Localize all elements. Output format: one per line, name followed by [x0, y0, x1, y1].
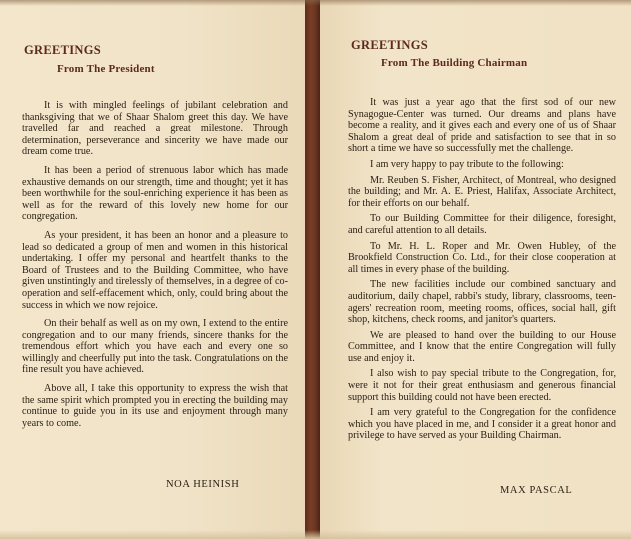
right-paragraph-1: It was just a year ago that the first sod of our new Synagogue-Center was turned. Our dreams and plans have become a reality, and it gives each and every one of us of Shaar Shalom a great deal of pride and satisfaction to see that in so short a time we have so successfully met the challenge. — [348, 97, 616, 155]
left-paragraph-1: It is with mingled feelings of jubilant celebration and thanksgiving that we of Shaar Shalom greet this day. We have travelled far and reached a great milestone. Through determination, perseverance and sincerity we have made our dream come true. — [22, 100, 288, 158]
right-body — [348, 97, 616, 446]
right-paragraph-8: I also wish to pay special tribute to the Congregation, for, were it not for their great enthusiasm and generous financial support this building could not have been erected. — [348, 368, 616, 403]
left-paragraph-2: It has been a period of strenuous labor which has made exhaustive demands on our strength, time and thought; yet it has been worthwhile for the soul-enriching experience it has been as well as for the reward of this lovely new home for our congregation. — [22, 164, 288, 223]
left-subheading: From The President — [57, 63, 155, 75]
right-paragraph-7: We are pleased to hand over the building to our House Committee, and I know that the entire Congregation will fully use and enjoy it. — [348, 329, 616, 364]
right-heading: GREETINGS — [351, 38, 429, 52]
bottom-edge — [0, 530, 631, 539]
right-signature: MAX PASCAL — [500, 485, 573, 496]
right-paragraph-9: I am very grateful to the Congregation for the confidence which you have placed in me, and I consider it a great honor and privilege to have served as your Building Chairman. — [348, 407, 616, 442]
right-paragraph-2: I am very happy to pay tribute to the following: — [370, 158, 564, 170]
left-heading: GREETINGS — [24, 43, 102, 57]
right-subheading: From The Building Chairman — [381, 57, 528, 69]
book-spine — [305, 0, 320, 539]
right-paragraph-4: To our Building Committee for their diligence, foresight, and careful attention to all details. — [348, 213, 616, 236]
left-paragraph-5: Above all, I take this opportunity to express the wish that the same spirit which prompted you in erecting the building may continue to guide you in its use and enjoyment through many years to come. — [22, 383, 288, 429]
right-paragraph-6: The new facilities include our combined sanctuary and auditorium, daily chapel, rabbi's study, library, classrooms, teen-agers' recreation room, meeting rooms, offices, social hall, gift shop, kitchens, check rooms, and janitor's quarters. — [348, 279, 616, 326]
left-page — [0, 0, 305, 539]
left-signature: NOA HEINISH — [166, 479, 240, 490]
right-page — [320, 0, 631, 539]
left-body — [22, 100, 288, 436]
left-paragraph-4: On their behalf as well as on my own, I extend to the entire congregation and to our many friends, sincere thanks for the tremendous effort which you have each and every one so willingly and cheerfully put into the task. Congratulations on the fine result you have achieved. — [22, 318, 288, 376]
top-shadow — [0, 0, 631, 6]
right-paragraph-5: To Mr. H. L. Roper and Mr. Owen Hubley, of the Brookfield Construction Co. Ltd., for their close cooperation at all times in every phase of the building. — [348, 240, 616, 275]
right-paragraph-3: Mr. Reuben S. Fisher, Architect, of Montreal, who designed the building; and Mr. A. E. Priest, Halifax, Associate Architect, for their efforts on our behalf. — [348, 174, 616, 209]
left-paragraph-3: As your president, it has been an honor and a pleasure to lead so dedicated a group of men and women in this historical undertaking. I offer my personal and heartfelt thanks to the Board of Trustees and to the Building Committee, who have given unstintingly and tirelessly of themselves, in a degree of co-operation and self-effacement which, only, could bring about the success in which we now rejoice. — [22, 229, 288, 311]
